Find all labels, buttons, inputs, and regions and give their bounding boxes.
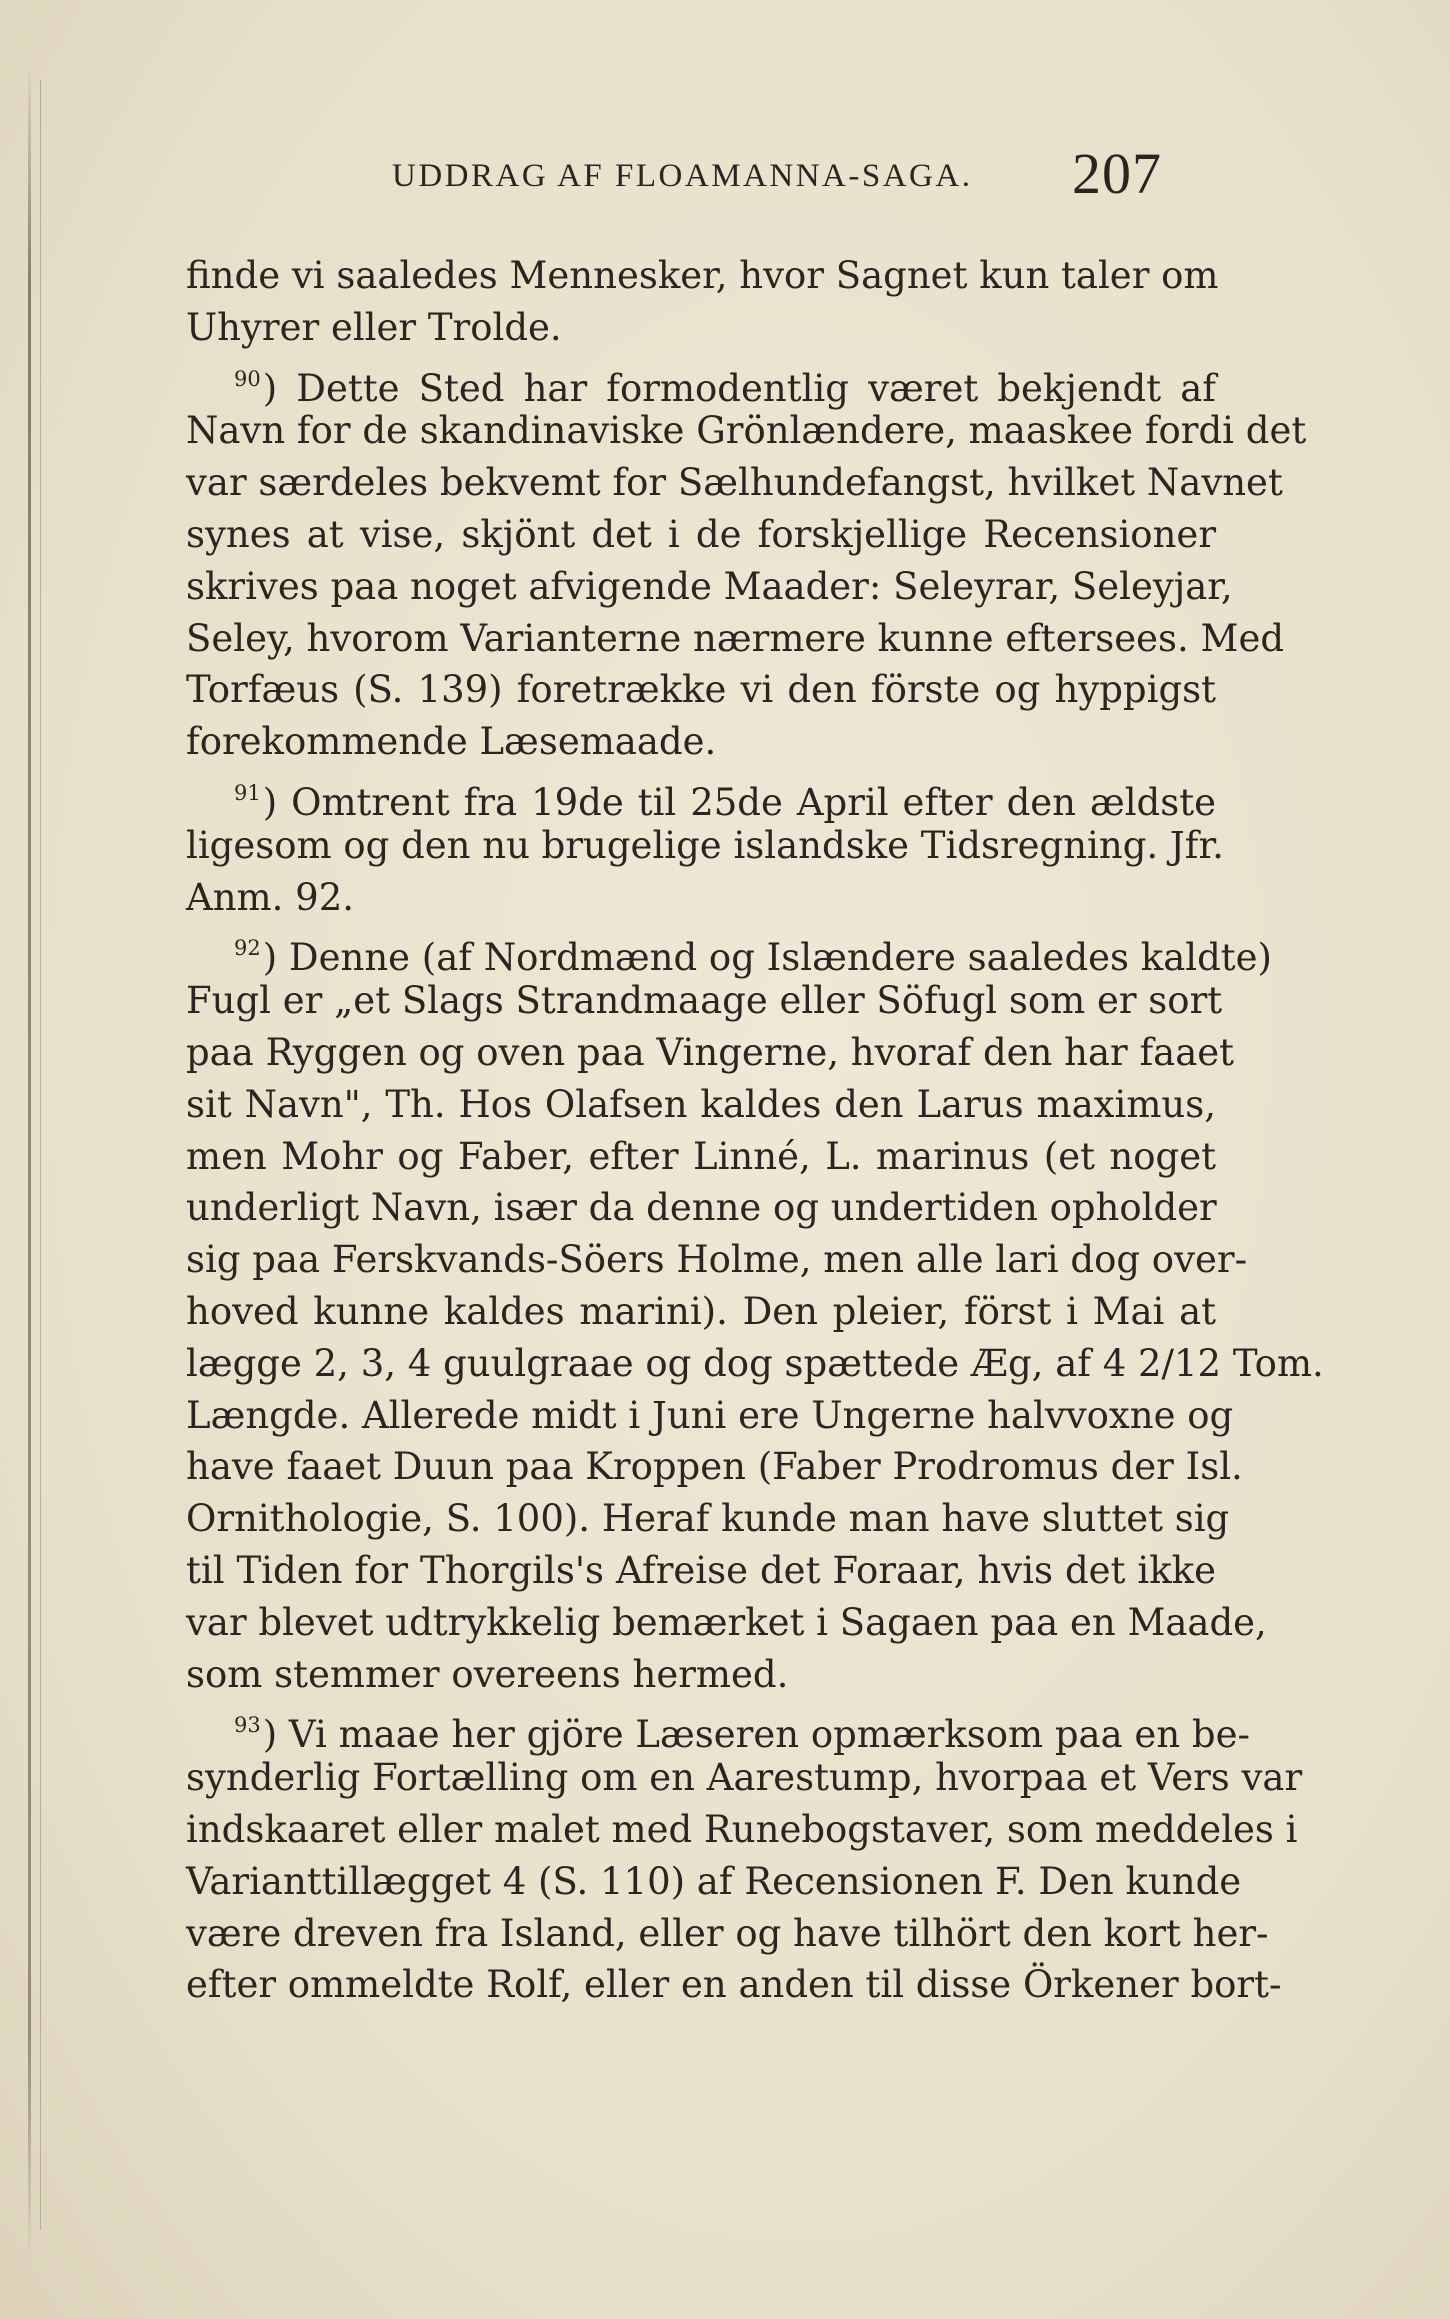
text-line <box>186 1027 1235 1079</box>
line-text: ) Vi maae her gjöre Læseren opmærksom paa en be- <box>262 1713 1250 1757</box>
text-line <box>186 509 1216 561</box>
page-gutter-shadow <box>40 80 41 2230</box>
line-text: paa Ryggen og oven paa Vingerne, hvoraf den har faaet <box>186 1030 1235 1074</box>
line-text: sit Navn", Th. Hos Olafsen kaldes den Larus maximus, <box>186 1082 1216 1126</box>
line-text: ligesom og den nu brugelige islandske Tidsregning. Jfr. <box>186 823 1224 867</box>
line-text: sig paa Ferskvands-Söers Holme, men alle lari dog over- <box>186 1238 1248 1282</box>
line-text: Anm. 92. <box>186 875 354 919</box>
line-text: Fugl er „et Slags Strandmaage eller Söfugl som er sort <box>186 979 1223 1023</box>
line-text: underligt Navn, især da denne og undertiden opholder <box>186 1186 1217 1230</box>
footnote-number: 90 <box>234 366 261 391</box>
line-text: indskaaret eller malet med Runebogstaver, som meddeles i <box>186 1807 1298 1851</box>
line-text: synderlig Fortælling om en Aarestump, hvorpaa et Vers var <box>186 1756 1303 1800</box>
text-line <box>186 716 1216 768</box>
line-text: ) Omtrent fra 19de til 25de April efter den ældste <box>262 780 1216 824</box>
line-text: have faaet Duun paa Kroppen (Faber Prodromus der Isl. <box>186 1445 1243 1489</box>
line-text: lægge 2, 3, 4 guulgraae og dog spættede Æg, af 4 2/12 Tom. <box>186 1341 1324 1385</box>
line-text: var blevet udtrykkelig bemærket i Sagaen paa en Maade, <box>186 1600 1267 1644</box>
text-line <box>186 1959 1282 2011</box>
footnote-start-line <box>186 768 1216 824</box>
text-line <box>186 1234 1248 1286</box>
text-line <box>186 1649 1216 1701</box>
footnote-start-line <box>186 923 1272 980</box>
text-line <box>186 1493 1230 1545</box>
text-line <box>186 405 1307 457</box>
text-line <box>186 1545 1216 1597</box>
line-text: ) Denne (af Nordmænd og Islændere saaledes kaldte) <box>262 936 1272 980</box>
footnote-number: 91 <box>234 780 261 805</box>
text-line <box>186 664 1216 716</box>
footnote-start-line <box>186 354 1216 410</box>
line-text: være dreven fra Island, eller og have tilhört den kort her- <box>186 1911 1269 1955</box>
footnote-start-line <box>186 1700 1250 1757</box>
line-text: ) Dette Sted har formodentlig været bekjendt af <box>262 366 1216 410</box>
page-number: 207 <box>1072 141 1162 206</box>
line-text: Navn for de skandinaviske Grönlændere, maaskee fordi det <box>186 409 1307 453</box>
text-line <box>186 1597 1267 1649</box>
running-title: UDDRAG AF FLOAMANNA-SAGA. <box>392 158 973 194</box>
line-text: Længde. Allerede midt i Juni ere Ungerne halvvoxne og <box>186 1393 1234 1437</box>
line-text: Varianttillægget 4 (S. 110) af Recensionen F. Den kunde <box>186 1859 1242 1903</box>
line-text: Seley, hvorom Varianterne nærmere kunne eftersees. Med <box>186 616 1285 660</box>
page-header <box>392 140 1162 210</box>
text-line <box>186 872 1216 924</box>
line-text: som stemmer overeens hermed. <box>186 1652 789 1696</box>
text-line <box>186 1131 1216 1183</box>
text-line <box>186 1286 1216 1338</box>
line-text: Torfæus (S. 139) foretrække vi den förste og hyppigst <box>186 668 1216 712</box>
text-line <box>186 1441 1243 1493</box>
text-line <box>186 820 1224 872</box>
text-line <box>186 1182 1216 1234</box>
text-line <box>186 302 1216 354</box>
line-text: var særdeles bekvemt for Sælhundefangst, hvilket Navnet <box>186 461 1283 505</box>
footnote-number: 92 <box>234 936 261 961</box>
line-text: hoved kunne kaldes marini). Den pleier, först i Mai at <box>186 1289 1216 1333</box>
text-line <box>186 1390 1234 1442</box>
line-text: synes at vise, skjönt det i de forskjellige Recensioner <box>186 512 1216 556</box>
footnotes-text-block <box>186 250 1324 2011</box>
line-text: Uhyrer eller Trolde. <box>186 305 562 349</box>
text-line <box>186 1856 1242 1908</box>
line-text: men Mohr og Faber, efter Linné, L. marinus (et noget <box>186 1134 1216 1178</box>
text-line <box>186 457 1283 509</box>
text-line <box>186 1338 1324 1390</box>
text-line <box>186 975 1223 1027</box>
line-text: skrives paa noget afvigende Maader: Seleyrar, Seleyjar, <box>186 564 1233 608</box>
text-line <box>186 1908 1269 1960</box>
line-text: til Tiden for Thorgils's Afreise det Foraar, hvis det ikke <box>186 1548 1216 1592</box>
text-line <box>186 1752 1303 1804</box>
text-line <box>186 250 1219 302</box>
line-text: forekommende Læsemaade. <box>186 720 717 764</box>
page-gutter-edge <box>28 60 31 2260</box>
text-line <box>186 1079 1216 1131</box>
text-line <box>186 1804 1298 1856</box>
footnote-number: 93 <box>234 1713 261 1738</box>
text-line <box>186 561 1233 613</box>
line-text: Ornithologie, S. 100). Heraf kunde man have sluttet sig <box>186 1497 1230 1541</box>
line-text: finde vi saaledes Mennesker, hvor Sagnet kun taler om <box>186 254 1219 297</box>
text-line <box>186 613 1285 665</box>
line-text: efter ommeldte Rolf, eller en anden til disse Örkener bort- <box>186 1963 1282 2007</box>
